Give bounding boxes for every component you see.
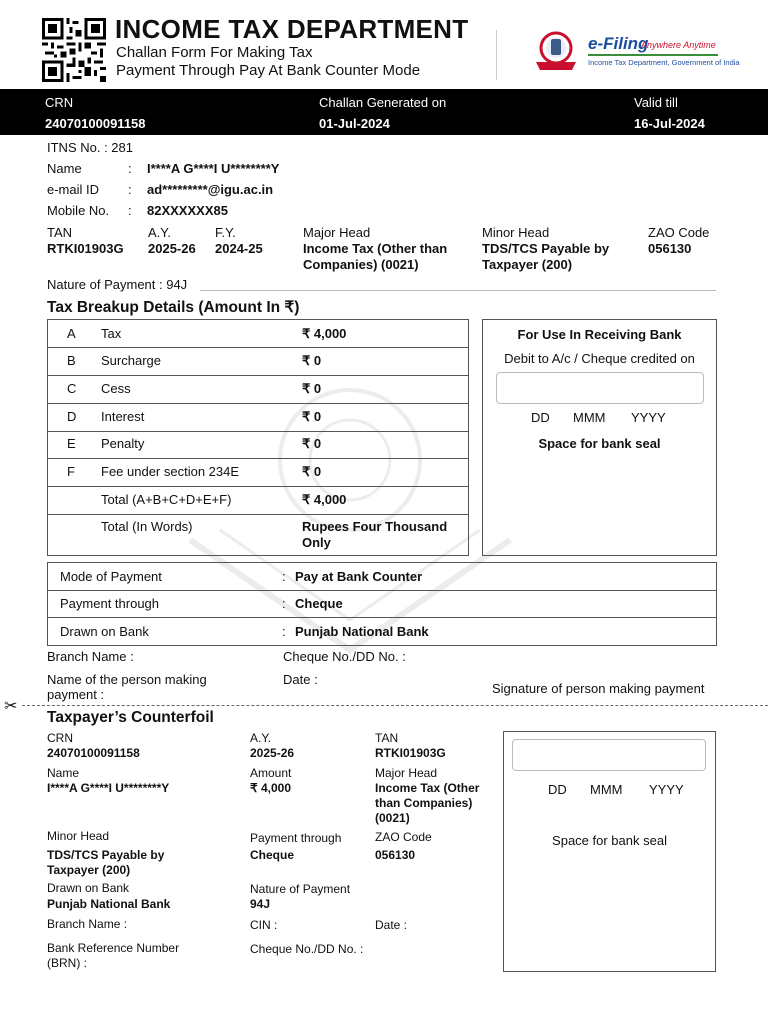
- generated-label: Challan Generated on: [319, 95, 447, 110]
- row-amount: ₹ 0: [302, 381, 322, 396]
- cf-zao-label: ZAO Code: [375, 830, 432, 844]
- cf-ay-value: 2025-26: [250, 746, 295, 760]
- cf-nature-value: 94J: [250, 897, 271, 911]
- cf-brn-label-2: (BRN) :: [47, 956, 87, 970]
- efiling-tagline: Anywhere Anytime: [641, 40, 716, 50]
- cf-through-label: Payment through: [250, 831, 342, 845]
- minor-head-line-1: TDS/TCS Payable by: [482, 241, 610, 256]
- date-label: Date :: [283, 672, 318, 687]
- qr-code: [42, 18, 106, 82]
- crn-label: CRN: [45, 95, 74, 110]
- debit-date-field[interactable]: [496, 372, 704, 404]
- payment-table: [47, 562, 717, 646]
- mobile-value: 82XXXXXX85: [147, 203, 228, 218]
- cf-bank-seal-space: Space for bank seal: [552, 833, 667, 848]
- cf-ay-label: A.Y.: [250, 731, 272, 745]
- cf-zao-value: 056130: [375, 848, 416, 862]
- total-words-label: Total (In Words): [101, 519, 193, 534]
- row-code: D: [67, 409, 77, 424]
- email-value: ad*********@igu.ac.in: [147, 182, 274, 197]
- cf-name-label: Name: [47, 766, 80, 780]
- nature-of-payment: Nature of Payment : 94J: [47, 277, 188, 292]
- name-label: Name: [47, 161, 82, 176]
- cf-major-line-1: Income Tax (Other: [375, 781, 480, 795]
- major-head-line-1: Income Tax (Other than: [303, 241, 448, 256]
- mobile-label: Mobile No.: [47, 203, 110, 218]
- row-amount: ₹ 0: [302, 409, 322, 424]
- cf-minor-line-1: TDS/TCS Payable by: [47, 848, 165, 862]
- total-amount: ₹ 4,000: [302, 492, 347, 507]
- cheque-no-label: Cheque No./DD No. :: [283, 649, 406, 664]
- payment-row-value: Cheque: [295, 596, 343, 611]
- cf-amount-value: ₹ 4,000: [250, 781, 291, 795]
- zao-code-value: 056130: [648, 241, 692, 256]
- row-code: E: [67, 436, 76, 451]
- itns-number: ITNS No. : 281: [47, 140, 133, 155]
- header-divider: [496, 30, 497, 80]
- payment-row-value: Punjab National Bank: [295, 624, 429, 639]
- tax-breakup-table: [47, 319, 469, 556]
- row-label: Interest: [101, 409, 145, 424]
- payment-row-colon: :: [282, 569, 286, 584]
- tax-breakup-title: Tax Breakup Details (Amount In ₹): [47, 299, 300, 316]
- generated-value: 01-Jul-2024: [319, 116, 390, 131]
- table-row: [48, 432, 468, 459]
- scissors-icon: ✂: [4, 698, 18, 715]
- table-row: [48, 459, 468, 487]
- crn-value: 24070100091158: [45, 116, 146, 131]
- table-row: [48, 376, 468, 404]
- tan-value: RTKI01903G: [47, 241, 124, 256]
- challan-band: [0, 89, 768, 135]
- cf-through-value: Cheque: [250, 848, 295, 862]
- row-amount: ₹ 0: [302, 464, 322, 479]
- name-value: I****A G****I U********Y: [147, 161, 280, 176]
- row-label: Fee under section 234E: [101, 464, 240, 479]
- row-code: A: [67, 326, 76, 341]
- cf-dd-label: DD: [548, 782, 567, 797]
- total-row: [48, 487, 468, 515]
- cf-tan-label: TAN: [375, 731, 399, 745]
- cf-date-field[interactable]: [512, 739, 706, 771]
- cf-tan-value: RTKI01903G: [375, 746, 446, 760]
- email-colon: :: [128, 182, 132, 197]
- row-amount: ₹ 4,000: [302, 326, 347, 341]
- valid-label: Valid till: [634, 95, 678, 110]
- payment-row-label: Payment through: [60, 596, 160, 611]
- cf-mmm-label: MMM: [590, 782, 623, 797]
- mobile-colon: :: [128, 203, 132, 218]
- receiving-bank-title: For Use In Receiving Bank: [517, 327, 682, 342]
- cf-major-line-3: (0021): [375, 811, 410, 825]
- efiling-wordmark: e-Filing: [588, 34, 649, 53]
- subtitle-line-2: Payment Through Pay At Bank Counter Mode: [116, 62, 421, 79]
- payment-row-colon: :: [282, 596, 286, 611]
- ay-value: 2025-26: [148, 241, 196, 256]
- debit-label: Debit to A/c / Cheque credited on: [504, 351, 695, 366]
- table-row: [48, 348, 468, 376]
- efiling-subtitle: Income Tax Department, Government of India: [588, 58, 740, 67]
- cf-drawn-label: Drawn on Bank: [47, 881, 130, 895]
- valid-value: 16-Jul-2024: [634, 116, 705, 131]
- table-row: [48, 404, 468, 432]
- subtitle-line-1: Challan Form For Making Tax: [116, 44, 313, 61]
- cf-major-line-2: than Companies): [375, 796, 473, 810]
- cf-nature-label: Nature of Payment: [250, 882, 351, 896]
- branch-name-label: Branch Name :: [47, 649, 134, 664]
- row-code: C: [67, 381, 77, 396]
- row-label: Cess: [101, 381, 131, 396]
- payment-row-label: Mode of Payment: [60, 569, 162, 584]
- fy-label: F.Y.: [215, 225, 236, 240]
- dd-label: DD: [531, 410, 550, 425]
- major-head-line-2: Companies) (0021): [303, 257, 419, 272]
- bank-seal-space: Space for bank seal: [538, 436, 661, 451]
- efiling-rule: [588, 54, 718, 56]
- name-colon: :: [128, 161, 132, 176]
- efiling-logo: [530, 30, 740, 74]
- total-words-line-2: Only: [302, 535, 331, 550]
- counterfoil-title: Taxpayer’s Counterfoil: [47, 709, 214, 726]
- receiving-bank-box: [482, 319, 717, 556]
- tan-label: TAN: [47, 225, 73, 240]
- row-label: Tax: [101, 326, 122, 341]
- cf-minor-label: Minor Head: [47, 829, 110, 843]
- table-row: [48, 320, 468, 348]
- department-title: INCOME TAX DEPARTMENT: [115, 14, 469, 44]
- row-amount: ₹ 0: [302, 353, 322, 368]
- person-name-label-1: Name of the person making: [47, 672, 207, 687]
- cf-bank-seal-box: [503, 731, 716, 972]
- cut-line: [22, 705, 768, 706]
- nature-divider: [200, 290, 716, 291]
- cf-crn-label: CRN: [47, 731, 73, 745]
- payment-row-value: Pay at Bank Counter: [295, 569, 423, 584]
- cf-drawn-value: Punjab National Bank: [47, 897, 171, 911]
- cf-cheque-label: Cheque No./DD No. :: [250, 942, 364, 956]
- total-words-line-1: Rupees Four Thousand: [302, 519, 448, 534]
- fy-value: 2024-25: [215, 241, 263, 256]
- minor-head-line-2: Taxpayer (200): [482, 257, 573, 272]
- yyyy-label: YYYY: [631, 410, 666, 425]
- cf-name-value: I****A G****I U********Y: [47, 781, 170, 795]
- cf-branch-label: Branch Name :: [47, 917, 128, 931]
- cf-minor-line-2: Taxpayer (200): [47, 863, 131, 877]
- emblem-icon: [530, 30, 582, 74]
- row-code: B: [67, 353, 76, 368]
- minor-head-label: Minor Head: [482, 225, 550, 240]
- payment-row-label: Drawn on Bank: [60, 624, 149, 639]
- cf-major-label: Major Head: [375, 766, 438, 780]
- zao-code-label: ZAO Code: [648, 225, 710, 240]
- row-label: Surcharge: [101, 353, 161, 368]
- cf-crn-value: 24070100091158: [47, 746, 140, 760]
- major-head-label: Major Head: [303, 225, 371, 240]
- table-row: [48, 591, 716, 618]
- person-name-label-2: payment :: [47, 687, 105, 702]
- total-label: Total (A+B+C+D+E+F): [101, 492, 232, 507]
- row-code: F: [67, 464, 75, 479]
- cf-cin-label: CIN :: [250, 918, 278, 932]
- table-row: [48, 563, 716, 591]
- cf-brn-label-1: Bank Reference Number: [47, 941, 180, 955]
- row-amount: ₹ 0: [302, 436, 322, 451]
- email-label: e-mail ID: [47, 182, 100, 197]
- payment-row-colon: :: [282, 624, 286, 639]
- ay-label: A.Y.: [148, 225, 171, 240]
- row-label: Penalty: [101, 436, 145, 451]
- mmm-label: MMM: [573, 410, 606, 425]
- cf-date-label: Date :: [375, 918, 408, 932]
- signature-label: Signature of person making payment: [492, 681, 705, 696]
- cf-yyyy-label: YYYY: [649, 782, 684, 797]
- cf-amount-label: Amount: [250, 766, 292, 780]
